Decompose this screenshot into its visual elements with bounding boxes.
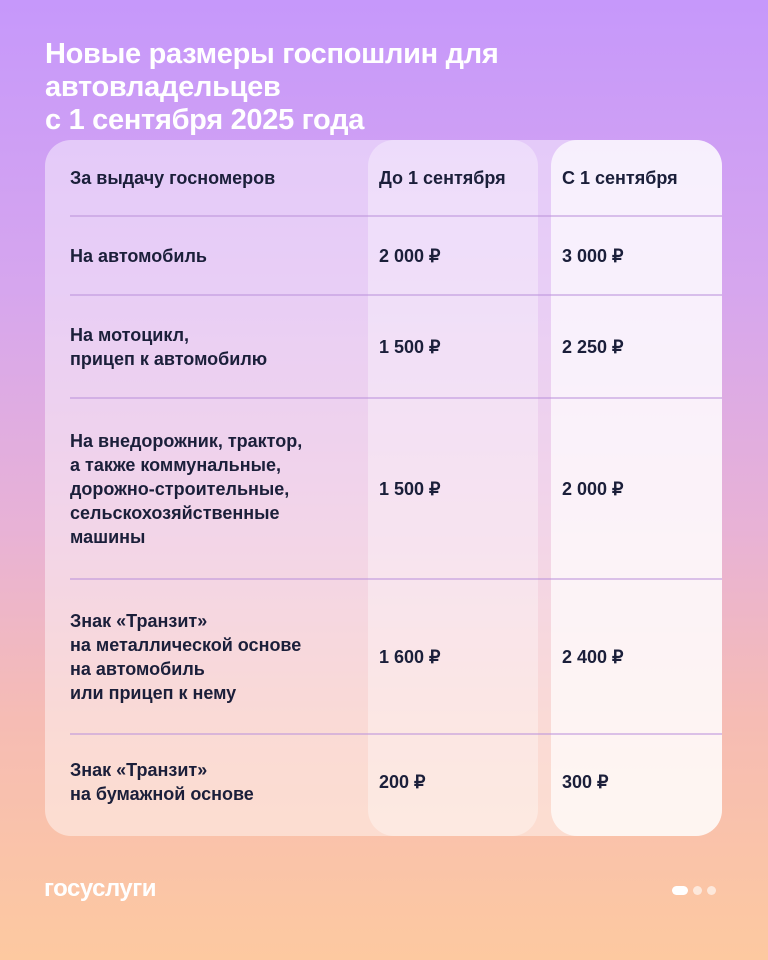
- row-before: 1 600 ₽: [379, 646, 441, 667]
- table-row: [70, 215, 722, 294]
- table-row: [70, 733, 722, 829]
- page-dot-active[interactable]: [672, 886, 688, 895]
- row-before: 2 000 ₽: [379, 245, 441, 266]
- table-header: [70, 140, 722, 215]
- page-dot[interactable]: [693, 886, 702, 895]
- header-after: С 1 сентября: [562, 167, 678, 188]
- table-row: [70, 294, 722, 397]
- row-after: 2 000 ₽: [562, 478, 624, 499]
- row-label: На внедорожник, трактор, а также коммунальные, дорожно-строительные, сельскохозяйственные машины: [70, 430, 303, 547]
- header-category: За выдачу госномеров: [70, 167, 276, 188]
- page-dot[interactable]: [707, 886, 716, 895]
- page-title: Новые размеры госпошлин для автовладельцев с 1 сентября 2025 года: [45, 38, 499, 136]
- row-label: На мотоцикл, прицеп к автомобилю: [70, 324, 268, 369]
- row-after: 2 250 ₽: [562, 336, 624, 357]
- header-before: До 1 сентября: [379, 167, 506, 188]
- row-after: 3 000 ₽: [562, 245, 624, 266]
- pagination-dots: [672, 886, 716, 895]
- table-row: [70, 397, 722, 578]
- row-before: 1 500 ₽: [379, 478, 441, 499]
- row-label: Знак «Транзит» на металлической основе на автомобиль или прицеп к нему: [70, 610, 302, 703]
- table-row: [70, 578, 722, 733]
- gosuslugi-logo: госуслуги: [44, 875, 156, 902]
- row-label: На автомобиль: [70, 245, 207, 266]
- row-after: 2 400 ₽: [562, 646, 624, 667]
- row-before: 200 ₽: [379, 772, 426, 792]
- row-label: Знак «Транзит» на бумажной основе: [70, 760, 254, 804]
- row-before: 1 500 ₽: [379, 336, 441, 357]
- row-after: 300 ₽: [562, 772, 609, 792]
